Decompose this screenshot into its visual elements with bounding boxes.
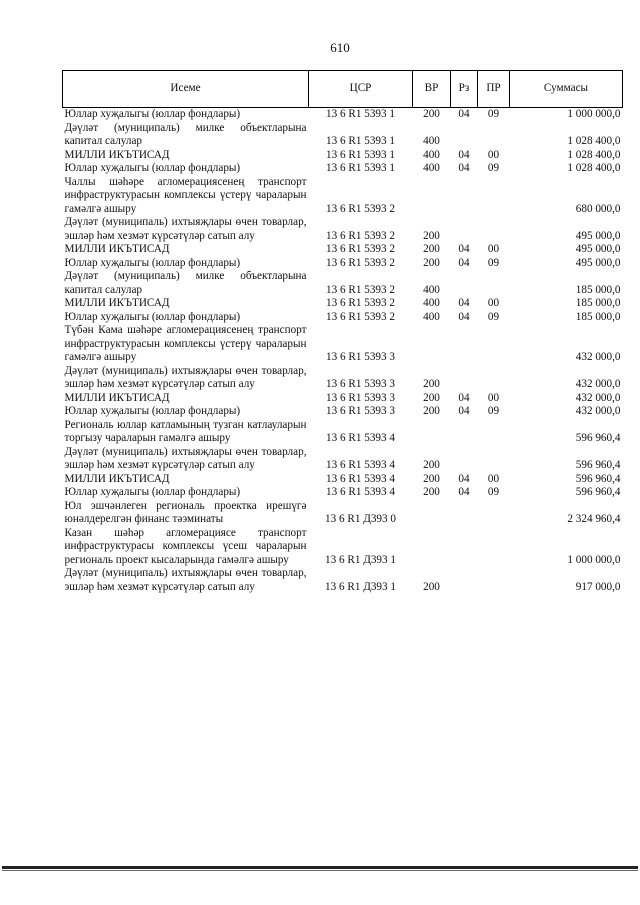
cell-sum: 432 000,0: [575, 351, 621, 363]
cell-sum: 1 028 400,0: [567, 162, 621, 174]
cell-rz: [451, 500, 478, 527]
cell-name: МИЛЛИ ИКЪТИСАД: [64, 243, 170, 255]
table-row: [63, 527, 623, 568]
cell-pr: 00: [487, 472, 500, 485]
cell-pr: [478, 324, 510, 365]
table-row: [63, 257, 623, 271]
cell-vr: 200: [423, 472, 440, 485]
cell-csr: 13 6 R1 5393 2: [326, 283, 395, 296]
cell-name: Дәүләт (муниципаль) милке объектларына капитал салулар: [64, 270, 307, 296]
table-row: [63, 365, 623, 392]
cell-sum: 432 000,0: [575, 405, 621, 417]
cell-csr: 13 6 R1 5393 2: [326, 229, 395, 242]
table-row: [63, 324, 623, 365]
table-row: [63, 149, 623, 163]
cell-vr: 200: [423, 108, 440, 120]
header-pr: ПР: [478, 71, 510, 108]
cell-sum: 185 000,0: [575, 310, 621, 323]
cell-name: Дәүләт (муниципаль) ихтыяҗлары өчен товарлар, эшләр һәм хезмәт күрсәтүләр сатып алу: [64, 364, 307, 390]
cell-pr: 09: [487, 486, 500, 498]
cell-pr: 00: [487, 148, 500, 161]
table-row: [63, 419, 623, 446]
cell-name: Дәүләт (муниципаль) милке объектларына капитал салулар: [64, 121, 307, 147]
table-row: [63, 405, 623, 419]
cell-csr: 13 6 R1 5393 4: [326, 459, 395, 471]
cell-csr: 13 6 R1 5393 3: [326, 378, 395, 390]
cell-vr: [413, 176, 451, 217]
cell-rz: [451, 270, 478, 297]
cell-csr: 13 6 R1 5393 3: [326, 351, 395, 363]
cell-vr: 200: [423, 405, 440, 417]
cell-name: Юллар хуҗалыгы (юллар фондлары): [64, 162, 241, 174]
cell-rz: 04: [458, 162, 470, 174]
table-row: [63, 216, 623, 243]
cell-name: МИЛЛИ ИКЪТИСАД: [64, 297, 170, 309]
cell-csr: 13 6 R1 5393 3: [326, 405, 395, 417]
cell-pr: 09: [487, 162, 500, 174]
table-row: [63, 392, 623, 406]
page-number: 610: [330, 40, 350, 55]
cell-sum: 495 000,0: [575, 243, 621, 255]
table-row: [63, 486, 623, 500]
cell-name: Юллар хуҗалыгы (юллар фондлары): [64, 256, 241, 269]
cell-csr: 13 6 R1 5393 2: [326, 202, 395, 215]
cell-pr: [478, 365, 510, 392]
cell-csr: 13 6 R1 Д393 1: [324, 580, 397, 593]
table-row: [63, 500, 623, 527]
cell-sum: 432 000,0: [575, 391, 621, 404]
cell-rz: [451, 365, 478, 392]
cell-rz: 04: [458, 472, 470, 485]
cell-vr: 200: [423, 378, 440, 390]
table-row: [63, 162, 623, 176]
cell-csr: 13 6 R1 5393 2: [326, 297, 395, 309]
cell-name: Региональ юллар катламының тузган катлауларын торгызу чараларын гамәлгә ашыру: [64, 418, 307, 444]
cell-rz: [451, 419, 478, 446]
cell-csr: 13 6 R1 5393 2: [326, 256, 395, 269]
cell-sum: 1 000 000,0: [567, 108, 621, 120]
cell-csr: 13 6 R1 5393 2: [326, 310, 395, 323]
cell-vr: [413, 500, 451, 527]
cell-name: Юллар хуҗалыгы (юллар фондлары): [64, 405, 241, 417]
cell-pr: 00: [487, 391, 500, 404]
cell-csr: 13 6 R1 5393 2: [326, 243, 395, 255]
cell-pr: [478, 419, 510, 446]
cell-pr: [478, 567, 510, 594]
cell-pr: [478, 527, 510, 568]
cell-sum: 596 960,4: [575, 459, 621, 471]
cell-sum: 185 000,0: [575, 283, 621, 296]
cell-pr: [478, 500, 510, 527]
cell-rz: 04: [458, 405, 470, 417]
cell-rz: 04: [458, 243, 470, 255]
table-row: [63, 311, 623, 325]
cell-rz: [451, 324, 478, 365]
cell-name: МИЛЛИ ИКЪТИСАД: [64, 391, 170, 404]
cell-vr: 400: [423, 297, 440, 309]
cell-sum: 1 000 000,0: [567, 553, 621, 566]
cell-rz: [451, 122, 478, 149]
cell-pr: [478, 122, 510, 149]
cell-pr: [478, 270, 510, 297]
cell-sum: 2 324 960,4: [567, 513, 621, 525]
table-row: [63, 446, 623, 473]
table-header: [63, 71, 623, 108]
cell-rz: [451, 176, 478, 217]
cell-pr: 00: [487, 243, 500, 255]
cell-pr: 09: [487, 256, 500, 269]
cell-vr: 200: [423, 256, 440, 269]
cell-csr: 13 6 R1 5393 4: [326, 486, 395, 498]
cell-rz: 04: [458, 486, 470, 498]
cell-pr: [478, 446, 510, 473]
cell-vr: 400: [423, 135, 440, 147]
cell-pr: 09: [487, 108, 500, 120]
cell-vr: 400: [423, 310, 440, 323]
cell-csr: 13 6 R1 5393 4: [326, 432, 395, 444]
header-name: Исеме: [63, 71, 309, 108]
cell-rz: 04: [458, 108, 470, 120]
cell-sum: 432 000,0: [575, 378, 621, 390]
bottom-border: [2, 866, 638, 869]
cell-rz: 04: [458, 310, 470, 323]
cell-name: Юллар хуҗалыгы (юллар фондлары): [64, 486, 241, 498]
cell-vr: 200: [423, 580, 440, 593]
cell-rz: 04: [458, 256, 470, 269]
cell-sum: 495 000,0: [575, 256, 621, 269]
cell-name: Дәүләт (муниципаль) ихтыяҗлары өчен товарлар, эшләр һәм хезмәт күрсәтүләр сатып алу: [64, 567, 307, 593]
cell-vr: 200: [423, 243, 440, 255]
table-row: [63, 108, 623, 122]
cell-vr: 200: [423, 391, 440, 404]
header-sum: Суммасы: [510, 71, 623, 108]
cell-sum: 1 028 400,0: [567, 135, 621, 147]
cell-csr: 13 6 R1 5393 1: [326, 162, 395, 174]
cell-name: Дәүләт (муниципаль) ихтыяҗлары өчен товарлар, эшләр һәм хезмәт күрсәтүләр сатып алу: [64, 216, 307, 242]
table-row: [63, 122, 623, 149]
cell-rz: [451, 567, 478, 594]
cell-csr: 13 6 R1 Д393 0: [324, 513, 397, 525]
cell-pr: 09: [487, 405, 500, 417]
cell-name: МИЛЛИ ИКЪТИСАД: [64, 472, 170, 485]
table-row: [63, 297, 623, 311]
cell-sum: 596 960,4: [575, 432, 621, 444]
cell-sum: 495 000,0: [575, 229, 621, 242]
table-row: [63, 473, 623, 487]
cell-name: Түбән Кама шәһәре агломерациясенең транспорт инфраструктурасын комплексы үстерү чараларын гамәлгә ашыру: [64, 324, 307, 363]
cell-name: Дәүләт (муниципаль) ихтыяҗлары өчен товарлар, эшләр һәм хезмәт күрсәтүләр сатып алу: [64, 445, 307, 471]
bottom-border-thin: [2, 870, 638, 871]
cell-rz: 04: [458, 391, 470, 404]
cell-rz: [451, 527, 478, 568]
cell-sum: 185 000,0: [575, 297, 621, 309]
header-rz: Рз: [451, 71, 478, 108]
cell-vr: [413, 527, 451, 568]
cell-sum: 596 960,4: [575, 472, 621, 485]
cell-pr: [478, 216, 510, 243]
cell-pr: [478, 176, 510, 217]
cell-rz: [451, 446, 478, 473]
cell-name: Юллар хуҗалыгы (юллар фондлары): [64, 108, 241, 120]
cell-vr: 200: [423, 486, 440, 498]
table-row: [63, 243, 623, 257]
table-row: [63, 270, 623, 297]
cell-csr: 13 6 R1 Д393 1: [324, 553, 397, 566]
cell-name: Чаллы шәһәре агломерациясенең транспорт инфраструктурасын комплексы үстерү чараларын гамәлгә ашыру: [64, 175, 307, 215]
cell-rz: [451, 216, 478, 243]
cell-vr: 400: [423, 162, 440, 174]
cell-csr: 13 6 R1 5393 4: [326, 472, 395, 485]
cell-name: Казан шәһәр агломерациясе транспорт инфраструктурасы комплексы үсеш чараларын региональ проект кысаларында гамәлгә ашыру: [64, 526, 307, 566]
cell-vr: 200: [423, 229, 440, 242]
cell-name: МИЛЛИ ИКЪТИСАД: [64, 148, 170, 161]
cell-sum: 917 000,0: [575, 580, 621, 593]
cell-sum: 1 028 400,0: [567, 148, 621, 161]
cell-csr: 13 6 R1 5393 1: [326, 148, 395, 161]
table-row: [63, 567, 623, 594]
cell-vr: [413, 419, 451, 446]
budget-table: [62, 70, 623, 594]
cell-vr: 400: [423, 283, 440, 296]
cell-rz: 04: [458, 297, 470, 309]
cell-vr: [413, 324, 451, 365]
cell-rz: 04: [458, 148, 470, 161]
header-csr: ЦСР: [309, 71, 413, 108]
cell-sum: 596 960,4: [575, 486, 621, 498]
cell-vr: 200: [423, 459, 440, 471]
cell-name: Юл эшчәнлеген региональ проектка ирешүгә юнәлдерелгән финанс тәэминаты: [64, 499, 307, 525]
cell-pr: 09: [487, 310, 500, 323]
cell-csr: 13 6 R1 5393 3: [326, 391, 395, 404]
cell-sum: 680 000,0: [575, 202, 621, 215]
cell-name: Юллар хуҗалыгы (юллар фондлары): [64, 310, 241, 323]
table-row: [63, 176, 623, 217]
cell-csr: 13 6 R1 5393 1: [326, 135, 395, 147]
cell-pr: 00: [487, 297, 500, 309]
cell-vr: 400: [423, 148, 440, 161]
table-body: [63, 108, 623, 595]
cell-csr: 13 6 R1 5393 1: [326, 108, 395, 120]
header-vr: ВР: [413, 71, 451, 108]
